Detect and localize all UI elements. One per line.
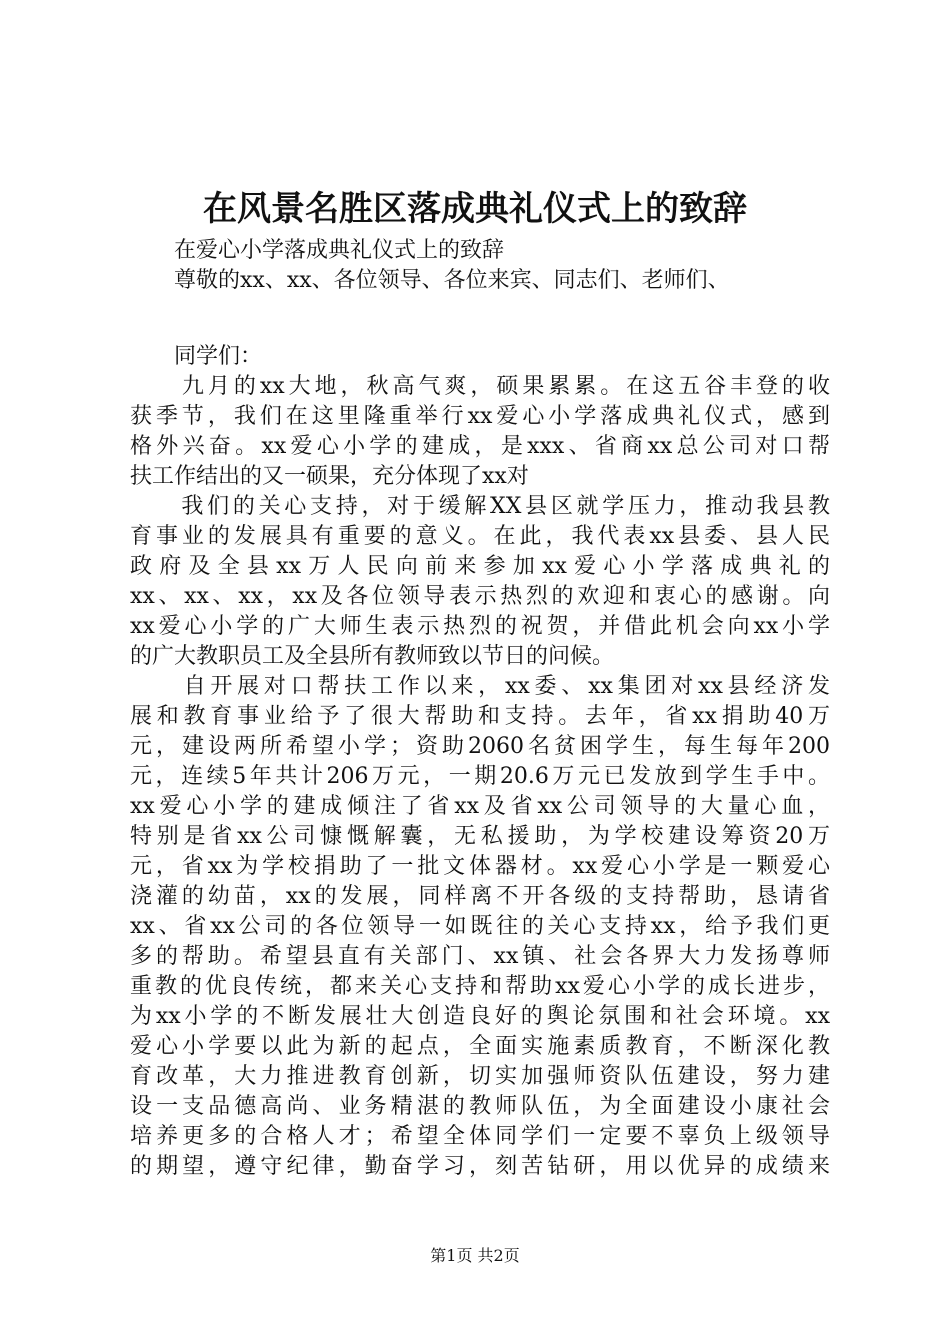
body-line: 的期望，遵守纪律，勤奋学习，刻苦钻研，用以优异的成绩来 bbox=[130, 1154, 830, 1179]
subtitle-line: 在爱心小学落成典礼仪式上的致辞 bbox=[130, 238, 505, 263]
body-line: 为xx小学的不断发展壮大创造良好的舆论氛围和社会环境。xx bbox=[130, 1004, 830, 1029]
page-number-footer: 第1页 共2页 bbox=[430, 1246, 520, 1265]
body-line: 格外兴奋。xx爱心小学的建成，是xxx、省商xx总公司对口帮 bbox=[130, 434, 830, 459]
body-line: 育改革，大力推进教育创新，切实加强师资队伍建设，努力建 bbox=[130, 1064, 830, 1089]
body-line: 特别是省xx公司慷慨解囊，无私援助，为学校建设筹资20万 bbox=[130, 824, 830, 849]
body-line: 扶工作结出的又一硕果，充分体现了xx对 bbox=[130, 464, 529, 489]
body-line: 浇灌的幼苗，xx的发展，同样离不开各级的支持帮助，恳请省 bbox=[130, 884, 830, 909]
body-line: 元，连续5年共计206万元，一期20.6万元已发放到学生手中。 bbox=[130, 764, 830, 789]
body-line: xx爱心小学的建成倾注了省xx及省xx公司领导的大量心血， bbox=[130, 794, 830, 819]
document-body bbox=[130, 236, 830, 1182]
body-line: 元，建设两所希望小学；资助2060名贫困学生，每生每年200 bbox=[130, 734, 830, 759]
body-line: 多的帮助。希望县直有关部门、xx镇、社会各界大力发扬尊师 bbox=[130, 944, 830, 969]
body-line: xx、xx、xx，xx及各位领导表示热烈的欢迎和衷心的感谢。向 bbox=[130, 584, 830, 609]
body-line: 设一支品德高尚、业务精湛的教师队伍，为全面建设小康社会 bbox=[130, 1094, 830, 1119]
body-line: 元，省xx为学校捐助了一批文体器材。xx爱心小学是一颗爱心 bbox=[130, 854, 830, 879]
salutation-line: 同学们： bbox=[130, 344, 263, 369]
body-line: 培养更多的合格人才；希望全体同学们一定要不辜负上级领导 bbox=[130, 1124, 830, 1149]
body-line: 育事业的发展具有重要的意义。在此，我代表xx县委、县人民 bbox=[130, 524, 830, 549]
document-title: 在风景名胜区落成典礼仪式上的致辞 bbox=[203, 189, 747, 229]
body-line: 自开展对口帮扶工作以来，xx委、xx集团对xx县经济发 bbox=[130, 674, 830, 699]
body-line: 九月的xx大地，秋高气爽，硕果累累。在这五谷丰登的收 bbox=[130, 374, 830, 399]
body-line: 爱心小学要以此为新的起点，全面实施素质教育，不断深化教 bbox=[130, 1034, 830, 1059]
body-line: 获季节，我们在这里隆重举行xx爱心小学落成典礼仪式，感到 bbox=[130, 404, 830, 429]
body-line: 重教的优良传统，都来关心支持和帮助xx爱心小学的成长进步， bbox=[130, 974, 830, 999]
body-line: 政府及全县xx万人民向前来参加xx爱心小学落成典礼的 bbox=[130, 554, 830, 579]
body-line: xx爱心小学的广大师生表示热烈的祝贺，并借此机会向xx小学 bbox=[130, 614, 830, 639]
salutation-line: 尊敬的xx、xx、各位领导、各位来宾、同志们、老师们、 bbox=[130, 268, 730, 293]
body-line: 我们的关心支持，对于缓解XX县区就学压力，推动我县教 bbox=[130, 494, 830, 519]
line-gap bbox=[130, 296, 830, 342]
body-line: 展和教育事业给予了很大帮助和支持。去年，省xx捐助40万 bbox=[130, 704, 830, 729]
body-line: xx、省xx公司的各位领导一如既往的关心支持xx，给予我们更 bbox=[130, 914, 830, 939]
body-line: 的广大教职员工及全县所有教师致以节日的问候。 bbox=[130, 644, 615, 669]
